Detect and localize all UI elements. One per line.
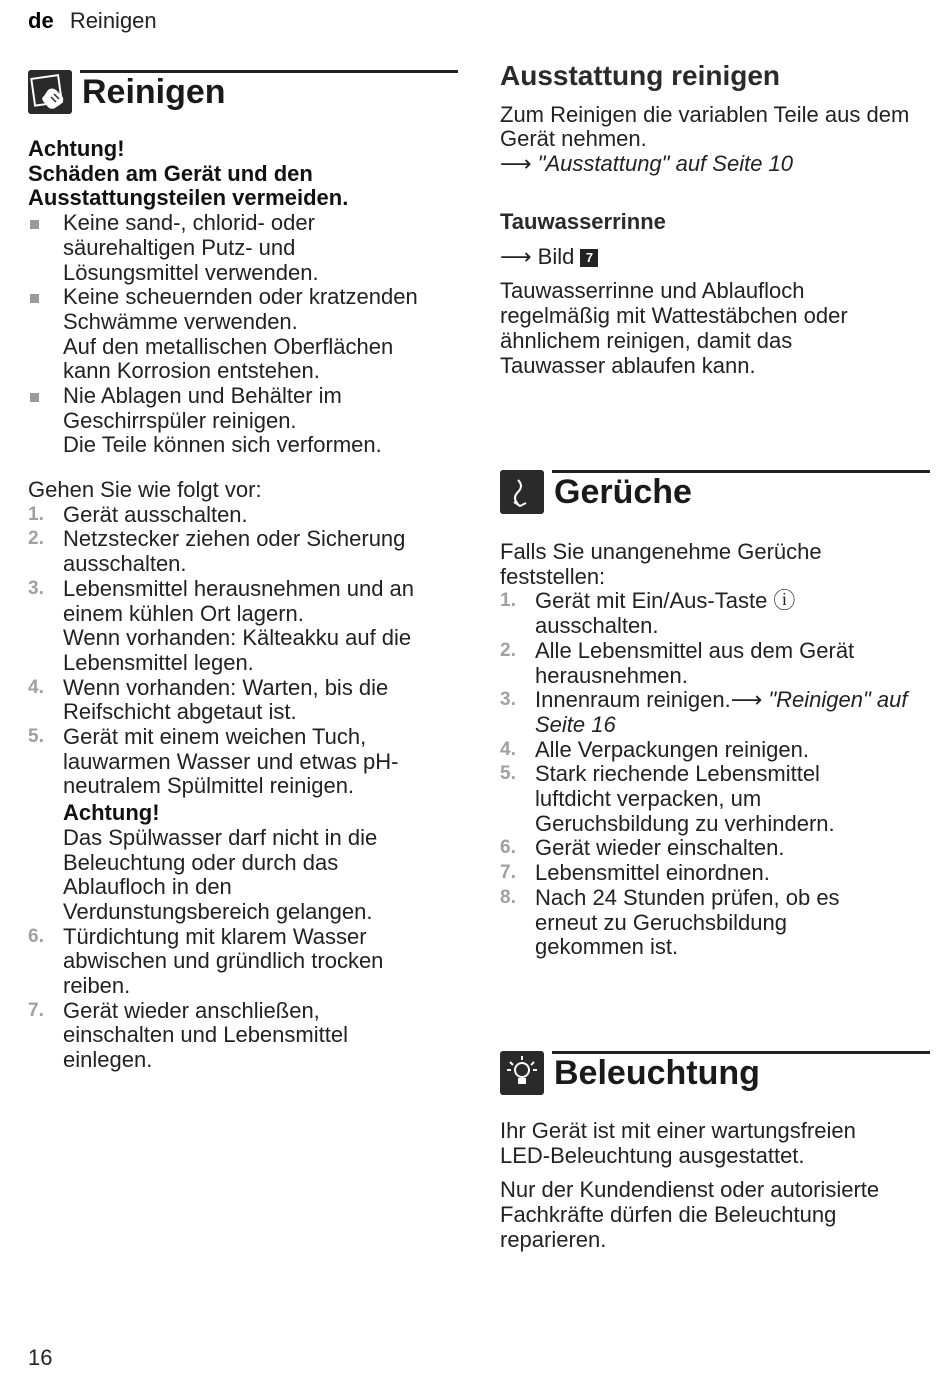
step-number: 6. — [28, 925, 44, 947]
step-text: Wenn vorhanden: Warten, bis die Reifschicht abgetaut ist. — [63, 674, 389, 725]
list-item — [500, 886, 930, 960]
list-item — [28, 725, 458, 925]
list-item — [28, 527, 458, 576]
step-text: Gerät mit einem weichen Tuch, lauwarmen Wasser und etwas pH-neutralem Spülmittel reinigen. — [63, 724, 399, 799]
section-title: Gerüche — [554, 473, 692, 511]
step-caution — [63, 801, 458, 925]
step-text: Alle Lebensmittel aus dem Gerät herausnehmen. — [535, 637, 855, 688]
warning-text: Schäden am Gerät und den Ausstattungsteilen vermeiden. — [28, 160, 349, 211]
list-item — [28, 925, 458, 999]
list-item — [28, 285, 458, 384]
cleaning-hand-icon — [28, 70, 72, 114]
bullet-note: Die Teile können sich verformen. — [63, 432, 382, 458]
arrow-icon: ⟶ — [500, 243, 532, 269]
list-item — [28, 211, 458, 285]
list-item — [500, 762, 930, 836]
section-title: Beleuchtung — [554, 1054, 760, 1092]
header-section: Reinigen — [69, 8, 157, 33]
step-number: 1. — [28, 503, 44, 525]
step-text: Lebensmittel herausnehmen und an einem kühlen Ort lagern. — [63, 575, 415, 626]
step-number: 3. — [28, 577, 44, 599]
tauwasser-section — [500, 210, 930, 378]
ausstattung-title: Ausstattung reinigen — [500, 60, 781, 91]
figure-number-badge: 7 — [580, 249, 598, 267]
step-number: 2. — [500, 639, 516, 661]
reinigen-link[interactable]: "Reinigen" auf Seite 16 — [535, 687, 908, 737]
warning-label: Achtung! — [28, 136, 125, 161]
section-heading-gerueche — [500, 470, 930, 520]
list-item — [500, 688, 930, 737]
list-item — [28, 384, 458, 458]
step-text: Innenraum reinigen. — [535, 687, 731, 713]
gerueche-step-list — [500, 589, 930, 960]
bullet-note: Auf den metallischen Oberflächen kann Korrosion entstehen. — [63, 333, 394, 384]
step-text: Gerät mit Ein/Aus-Taste ⓘ ausschalten. — [535, 588, 796, 639]
step-text: Netzstecker ziehen oder Sicherung ausschalten. — [63, 526, 406, 577]
step-number: 4. — [500, 738, 516, 760]
procedure-block — [28, 478, 458, 1073]
bild-reference — [500, 245, 930, 270]
list-item — [500, 738, 930, 763]
step-text: Stark riechende Lebensmittel luftdicht verpacken, um Geruchsbildung zu verhindern. — [535, 761, 835, 836]
step-number: 7. — [28, 999, 44, 1021]
section-heading-reinigen — [28, 70, 458, 120]
arrow-icon: ⟶ — [500, 151, 532, 177]
bullet-text: Keine scheuernden oder kratzenden Schwämme verwenden. — [63, 284, 418, 334]
step-number: 2. — [28, 528, 44, 550]
step-number: 8. — [500, 886, 516, 908]
caution-text: Das Spülwasser darf nicht in die Beleuchtung oder durch das Ablaufloch in den Verdunstungsbereich gelangen. — [63, 824, 378, 924]
gerueche-block — [500, 540, 930, 960]
ausstattung-link[interactable]: "Ausstattung" auf Seite 10 — [537, 151, 794, 177]
list-item — [28, 999, 458, 1073]
beleuchtung-text-1: Ihr Gerät ist mit einer wartungsfreien LED-Beleuchtung ausgestattet. — [500, 1118, 856, 1168]
warning-bullet-list — [28, 211, 458, 458]
tauwasser-text: Tauwasserrinne und Ablaufloch regelmäßig mit Wattestäbchen oder ähnlichem reinigen, damit das Tauwasser ablaufen kann. — [500, 278, 848, 378]
smell-icon — [500, 470, 544, 514]
arrow-icon: ⟶ — [730, 687, 763, 713]
list-item — [500, 861, 930, 886]
ausstattung-reference[interactable] — [500, 152, 930, 177]
list-item — [500, 589, 930, 638]
step-number: 3. — [500, 689, 516, 711]
list-item — [500, 639, 930, 688]
step-text: Gerät ausschalten. — [63, 501, 248, 527]
caution-label: Achtung! — [63, 800, 160, 826]
step-text: Türdichtung mit klarem Wasser abwischen und gründlich trocken reiben. — [63, 923, 384, 999]
section-title: Reinigen — [82, 73, 226, 111]
beleuchtung-text-2: Nur der Kundendienst oder autorisierte Fachkräfte dürfen die Beleuchtung reparieren. — [500, 1177, 880, 1252]
lightbulb-icon — [500, 1051, 544, 1095]
ausstattung-section — [500, 60, 930, 177]
section-heading-beleuchtung — [500, 1051, 930, 1101]
page-header — [28, 8, 157, 34]
tauwasser-title: Tauwasserrinne — [500, 209, 666, 234]
step-number: 5. — [28, 726, 44, 748]
procedure-intro: Gehen Sie wie folgt vor: — [28, 477, 262, 502]
step-number: 6. — [500, 837, 516, 859]
step-number: 7. — [500, 862, 516, 884]
step-text: Gerät wieder anschließen, einschalten und Lebensmittel einlegen. — [63, 997, 348, 1073]
list-item — [28, 577, 458, 676]
ausstattung-text: Zum Reinigen die variablen Teile aus dem Gerät nehmen. — [500, 101, 910, 152]
step-number: 5. — [500, 763, 516, 785]
gerueche-intro: Falls Sie unangenehme Gerüche feststellen: — [500, 539, 822, 589]
page-number: 16 — [28, 1345, 53, 1370]
step-text: Gerät wieder einschalten. — [535, 835, 785, 861]
step-number: 4. — [28, 676, 44, 698]
step-note: Wenn vorhanden: Kälteakku auf die Lebensmittel legen. — [63, 625, 412, 675]
bullet-text: Nie Ablagen und Behälter im Geschirrspüler reinigen. — [63, 383, 342, 433]
step-number: 1. — [500, 590, 516, 612]
step-text: Lebensmittel einordnen. — [535, 860, 770, 886]
step-list — [28, 503, 458, 1073]
step-text: Nach 24 Stunden prüfen, ob es erneut zu Geruchsbildung gekommen ist. — [535, 884, 840, 960]
step-text: Alle Verpackungen reinigen. — [535, 736, 809, 762]
language-code: de — [28, 8, 54, 33]
warning-block — [28, 137, 458, 458]
bullet-text: Keine sand-, chlorid- oder säurehaltigen Putz- und Lösungsmittel verwenden. — [63, 210, 319, 285]
beleuchtung-block — [500, 1119, 930, 1253]
bild-label: Bild — [537, 243, 575, 269]
list-item — [500, 836, 930, 861]
list-item — [28, 676, 458, 725]
list-item — [28, 503, 458, 528]
